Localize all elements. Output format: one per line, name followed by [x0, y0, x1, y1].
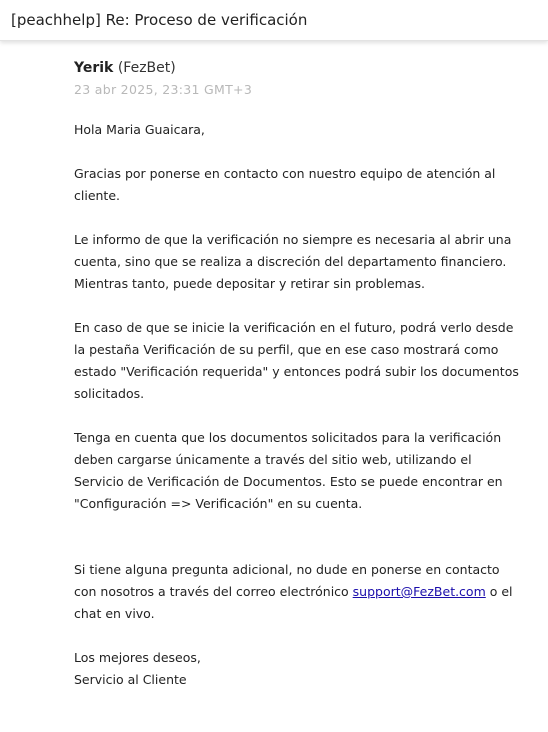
paragraph-future-verification: En caso de que se inicie la verificación en el futuro, podrá verlo desde la pestaña Verificación de su perfil, que en ese caso mostrará como estado "Verificación requerida" y entonces podrá subir los documentos solicitados. [74, 320, 519, 401]
sender-block [74, 60, 252, 97]
contact-text-before: Si tiene alguna pregunta adicional, no dude en ponerse en contacto con nosotros a través del correo electrónico [74, 562, 500, 599]
message-timestamp: 23 abr 2025, 23:31 GMT+3 [74, 82, 253, 97]
paragraph-verification-info: Le informo de que la verificación no siempre es necesaria al abrir una cuenta, sino que se realiza a discreción del departamento financiero. Mientras tanto, puede depositar y retirar sin problemas. [74, 232, 512, 291]
paragraph-thanks: Gracias por ponerse en contacto con nuestro equipo de atención al cliente. [74, 166, 496, 203]
signoff-line-1: Los mejores deseos, [74, 650, 201, 665]
sender-org: (FezBet) [117, 60, 176, 76]
sender-line [74, 60, 252, 77]
paragraph-contact [74, 559, 519, 625]
email-header-bar [0, 0, 548, 41]
greeting: Hola Maria Guaicara, [74, 122, 205, 137]
sender-name[interactable]: Yerik [74, 60, 114, 76]
contact-text-after: o el chat en vivo. [74, 584, 513, 621]
email-subject: [peachhelp] Re: Proceso de verificación [11, 11, 308, 29]
paragraph-documents: Tenga en cuenta que los documentos solicitados para la verificación deben cargarse únicamente a través del sitio web, utilizando el Servicio de Verificación de Documentos. Esto se puede encontrar en "Configuración => Verificación" en su cuenta. [74, 430, 503, 511]
support-email-link[interactable]: support@FezBet.com [352, 584, 486, 599]
message-body [74, 119, 519, 691]
signoff-line-2: Servicio al Cliente [74, 672, 187, 687]
